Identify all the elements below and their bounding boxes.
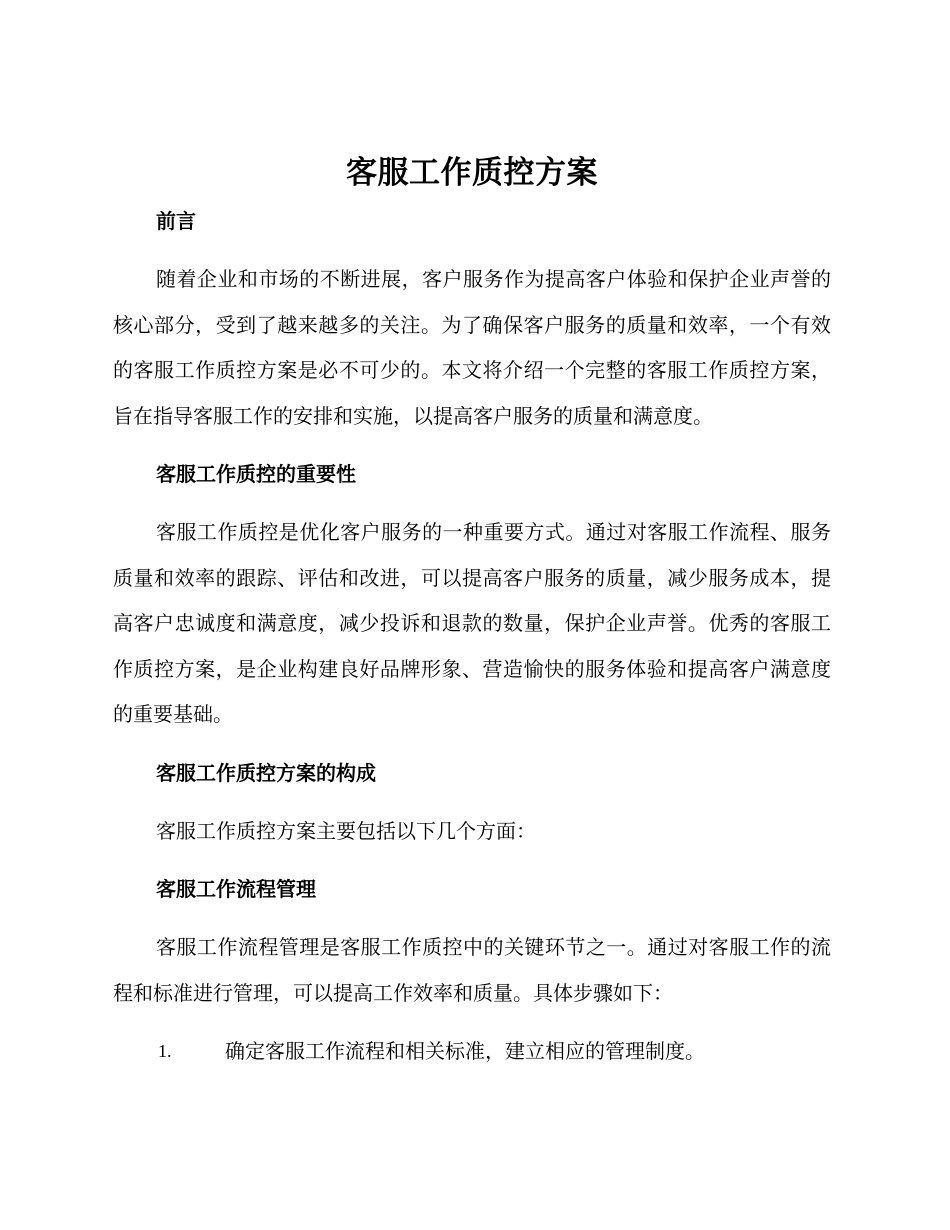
section-heading-composition: 客服工作质控方案的构成 xyxy=(156,760,376,785)
section-paragraph-composition: 客服工作质控方案主要包括以下几个方面： xyxy=(156,818,536,843)
list-item-number: 1. xyxy=(158,1041,172,1061)
section-paragraph-preface: 随着企业和市场的不断进展，客户服务作为提高客户体验和保护企业声誉的核心部分，受到了越来越多的关注。为了确保客户服务的质量和效率，一个有效的客服工作质控方案是必不可少的。本文将介绍一个完整的客服工作质控方案，旨在指导客服工作的安排和实施，以提高客户服务的质量和满意度。 xyxy=(113,267,831,428)
document-body xyxy=(113,150,831,1074)
document-title: 客服工作质控方案 xyxy=(346,155,598,191)
section-paragraph-process: 客服工作流程管理是客服工作质控中的关键环节之一。通过对客服工作的流程和标准进行管理，可以提高工作效率和质量。具体步骤如下： xyxy=(113,935,831,1005)
list-item xyxy=(113,1029,831,1074)
section-heading-process: 客服工作流程管理 xyxy=(156,877,316,901)
list-item-text: 确定客服工作流程和相关标准，建立相应的管理制度。 xyxy=(225,1039,705,1063)
section-heading-preface: 前言 xyxy=(156,209,196,233)
section-heading-importance: 客服工作质控的重要性 xyxy=(156,462,356,486)
section-paragraph-importance: 客服工作质控是优化客户服务的一种重要方式。通过对客服工作流程、服务质量和效率的跟踪、评估和改进，可以提高客户服务的质量，减少服务成本，提高客户忠诚度和满意度，减少投诉和退款的数量，保护企业声誉。优秀的客服工作质控方案，是企业构建良好品牌形象、营造愉快的服务体验和提高客户满意度的重要基础。 xyxy=(113,520,831,726)
